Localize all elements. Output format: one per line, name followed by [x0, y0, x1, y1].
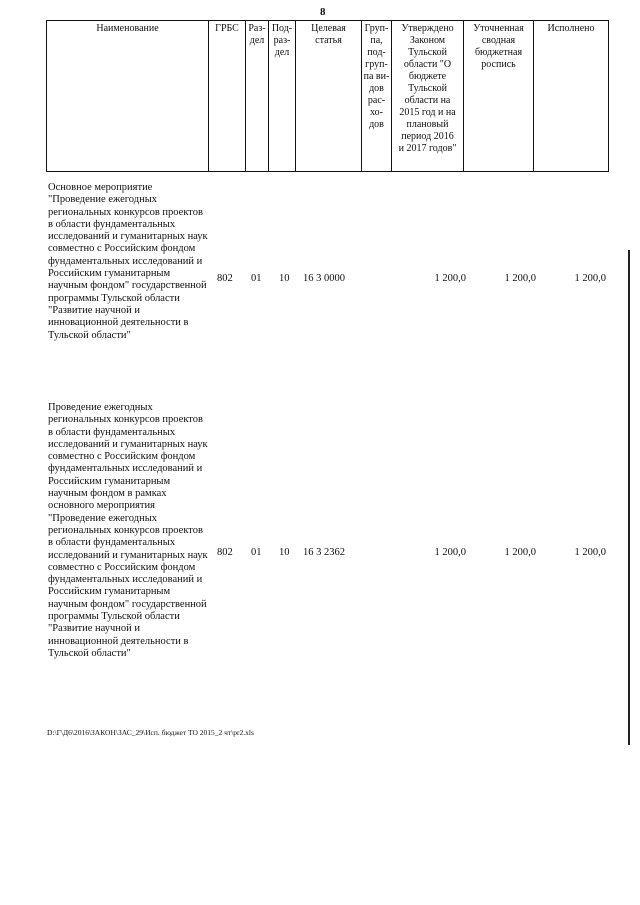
header-podrazdel: Под- раз- дел	[269, 21, 296, 172]
page-number: 8	[320, 6, 326, 18]
row-refined: 1 200,0	[504, 547, 536, 558]
file-path-footer: D:\Г\Д6\2016\ЗАКОН\ЗАС_29\Исп. бюджет ТО 2015_2 чт\pr2.xls	[47, 728, 254, 737]
header-approved: Утверждено Законом Тульской области "О бюджете Тульской области на 2015 год и на плановый период 2016 и 2017 годов"	[392, 21, 464, 172]
row-refined: 1 200,0	[504, 273, 536, 284]
header-expense-group: Груп- па, под- груп- па ви- дов рас- хо- дов	[362, 21, 392, 172]
header-grbs: ГРБС	[209, 21, 246, 172]
row-podrazdel: 10	[279, 273, 290, 284]
row-grbs: 802	[217, 547, 233, 558]
row-executed: 1 200,0	[574, 273, 606, 284]
scan-edge-line	[628, 250, 630, 745]
row-approved: 1 200,0	[434, 547, 466, 558]
row-razdel: 01	[251, 547, 262, 558]
header-name: Наименование	[47, 21, 209, 172]
row-name: Основное мероприятие "Проведение ежегодных региональных конкурсов проектов в области фундаментальных исследований и гуманитарных наук совместно с Российским фондом фундаментальных исследований и Российским гуманитарным научным фондом" государственной программы Тульской области "Развитие научной и инновационной деятельности в Тульской области"	[48, 182, 208, 341]
header-target-article: Целевая статья	[296, 21, 362, 172]
row-podrazdel: 10	[279, 547, 290, 558]
row-target-article: 16 3 2362	[303, 547, 345, 558]
budget-table-header	[46, 20, 609, 172]
header-executed: Исполнено	[534, 21, 609, 172]
row-name: Проведение ежегодных региональных конкурсов проектов в области фундаментальных исследований и гуманитарных наук совместно с Российским фондом фундаментальных исследований и Российским гуманитарным научным фондом в рамках основного мероприятия "Проведение ежегодных региональных конкурсов проектов в области фундаментальных исследований и гуманитарных наук совместно с Российским фондом фундаментальных исследований и Российским гуманитарным научным фондом" государственной программы Тульской области "Развитие научной и инновационной деятельности в Тульской области"	[48, 402, 208, 659]
row-razdel: 01	[251, 273, 262, 284]
row-target-article: 16 3 0000	[303, 273, 345, 284]
row-executed: 1 200,0	[574, 547, 606, 558]
row-approved: 1 200,0	[434, 273, 466, 284]
header-refined: Уточненная сводная бюджетная роспись	[464, 21, 534, 172]
row-grbs: 802	[217, 273, 233, 284]
header-razdel: Раз- дел	[246, 21, 269, 172]
